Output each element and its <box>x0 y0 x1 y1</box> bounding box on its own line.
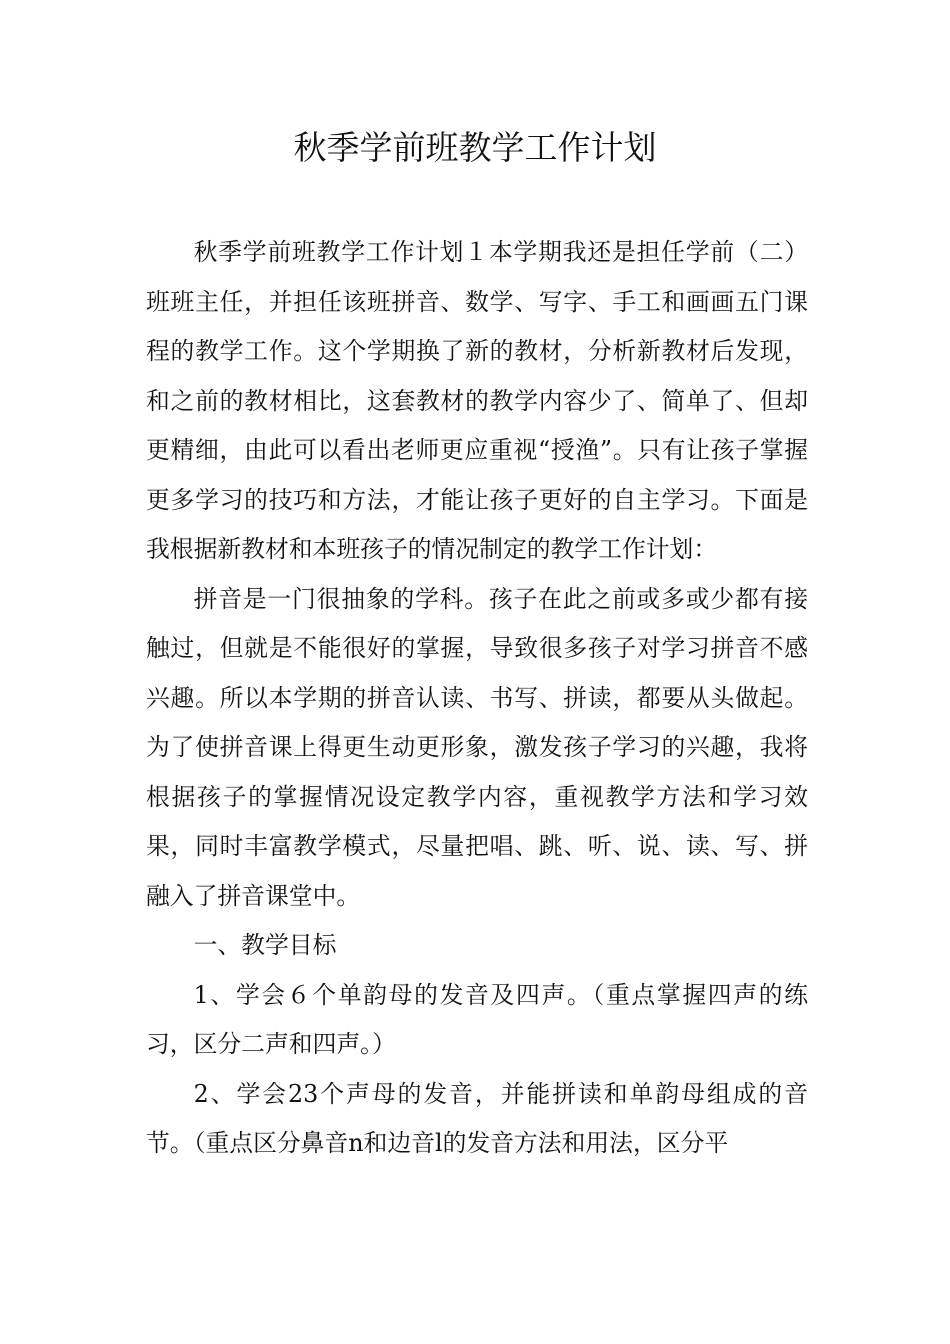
document-title: 秋季学前班教学工作计划 <box>293 128 657 167</box>
goal-item-2: 2、学会23个声母的发音，并能拼读和单韵母组成的音节。（重点区分鼻音n和边音l的发音方法和用法，区分平 <box>146 1079 808 1157</box>
paragraph-intro: 秋季学前班教学工作计划１本学期我还是担任学前（二）班班主任，并担任该班拼音、数学、写字、手工和画画五门课程的教学工作。这个学期换了新的教材，分析新教材后发现，和之前的教材相比，这套教材的教学内容少了、简单了、但却更精细，由此可以看出老师更应重视“授渔”。只有让孩子掌握更多学习的技巧和方法，才能让孩子更好的自主学习。下面是我根据新教材和本班孩子的情况制定的教学工作计划： <box>146 238 808 563</box>
paragraph-pinyin: 拼音是一门很抽象的学科。孩子在此之前或多或少都有接触过，但就是不能很好的掌握，导致很多孩子对学习拼音不感兴趣。所以本学期的拼音认读、书写、拼读，都要从头做起。为了使拼音课上得更生动更形象，激发孩子学习的兴趣，我将根据孩子的掌握情况设定教学内容，重视教学方法和学习效果，同时丰富教学模式，尽量把唱、跳、听、说、读、写、拼融入了拼音课堂中。 <box>146 584 808 910</box>
section-heading-teaching-goals: 一、教学目标 <box>193 931 337 959</box>
goal-item-1: 1、学会６个单韵母的发音及四声。（重点掌握四声的练习，区分二声和四声。） <box>146 980 808 1058</box>
document-body <box>146 228 808 1169</box>
